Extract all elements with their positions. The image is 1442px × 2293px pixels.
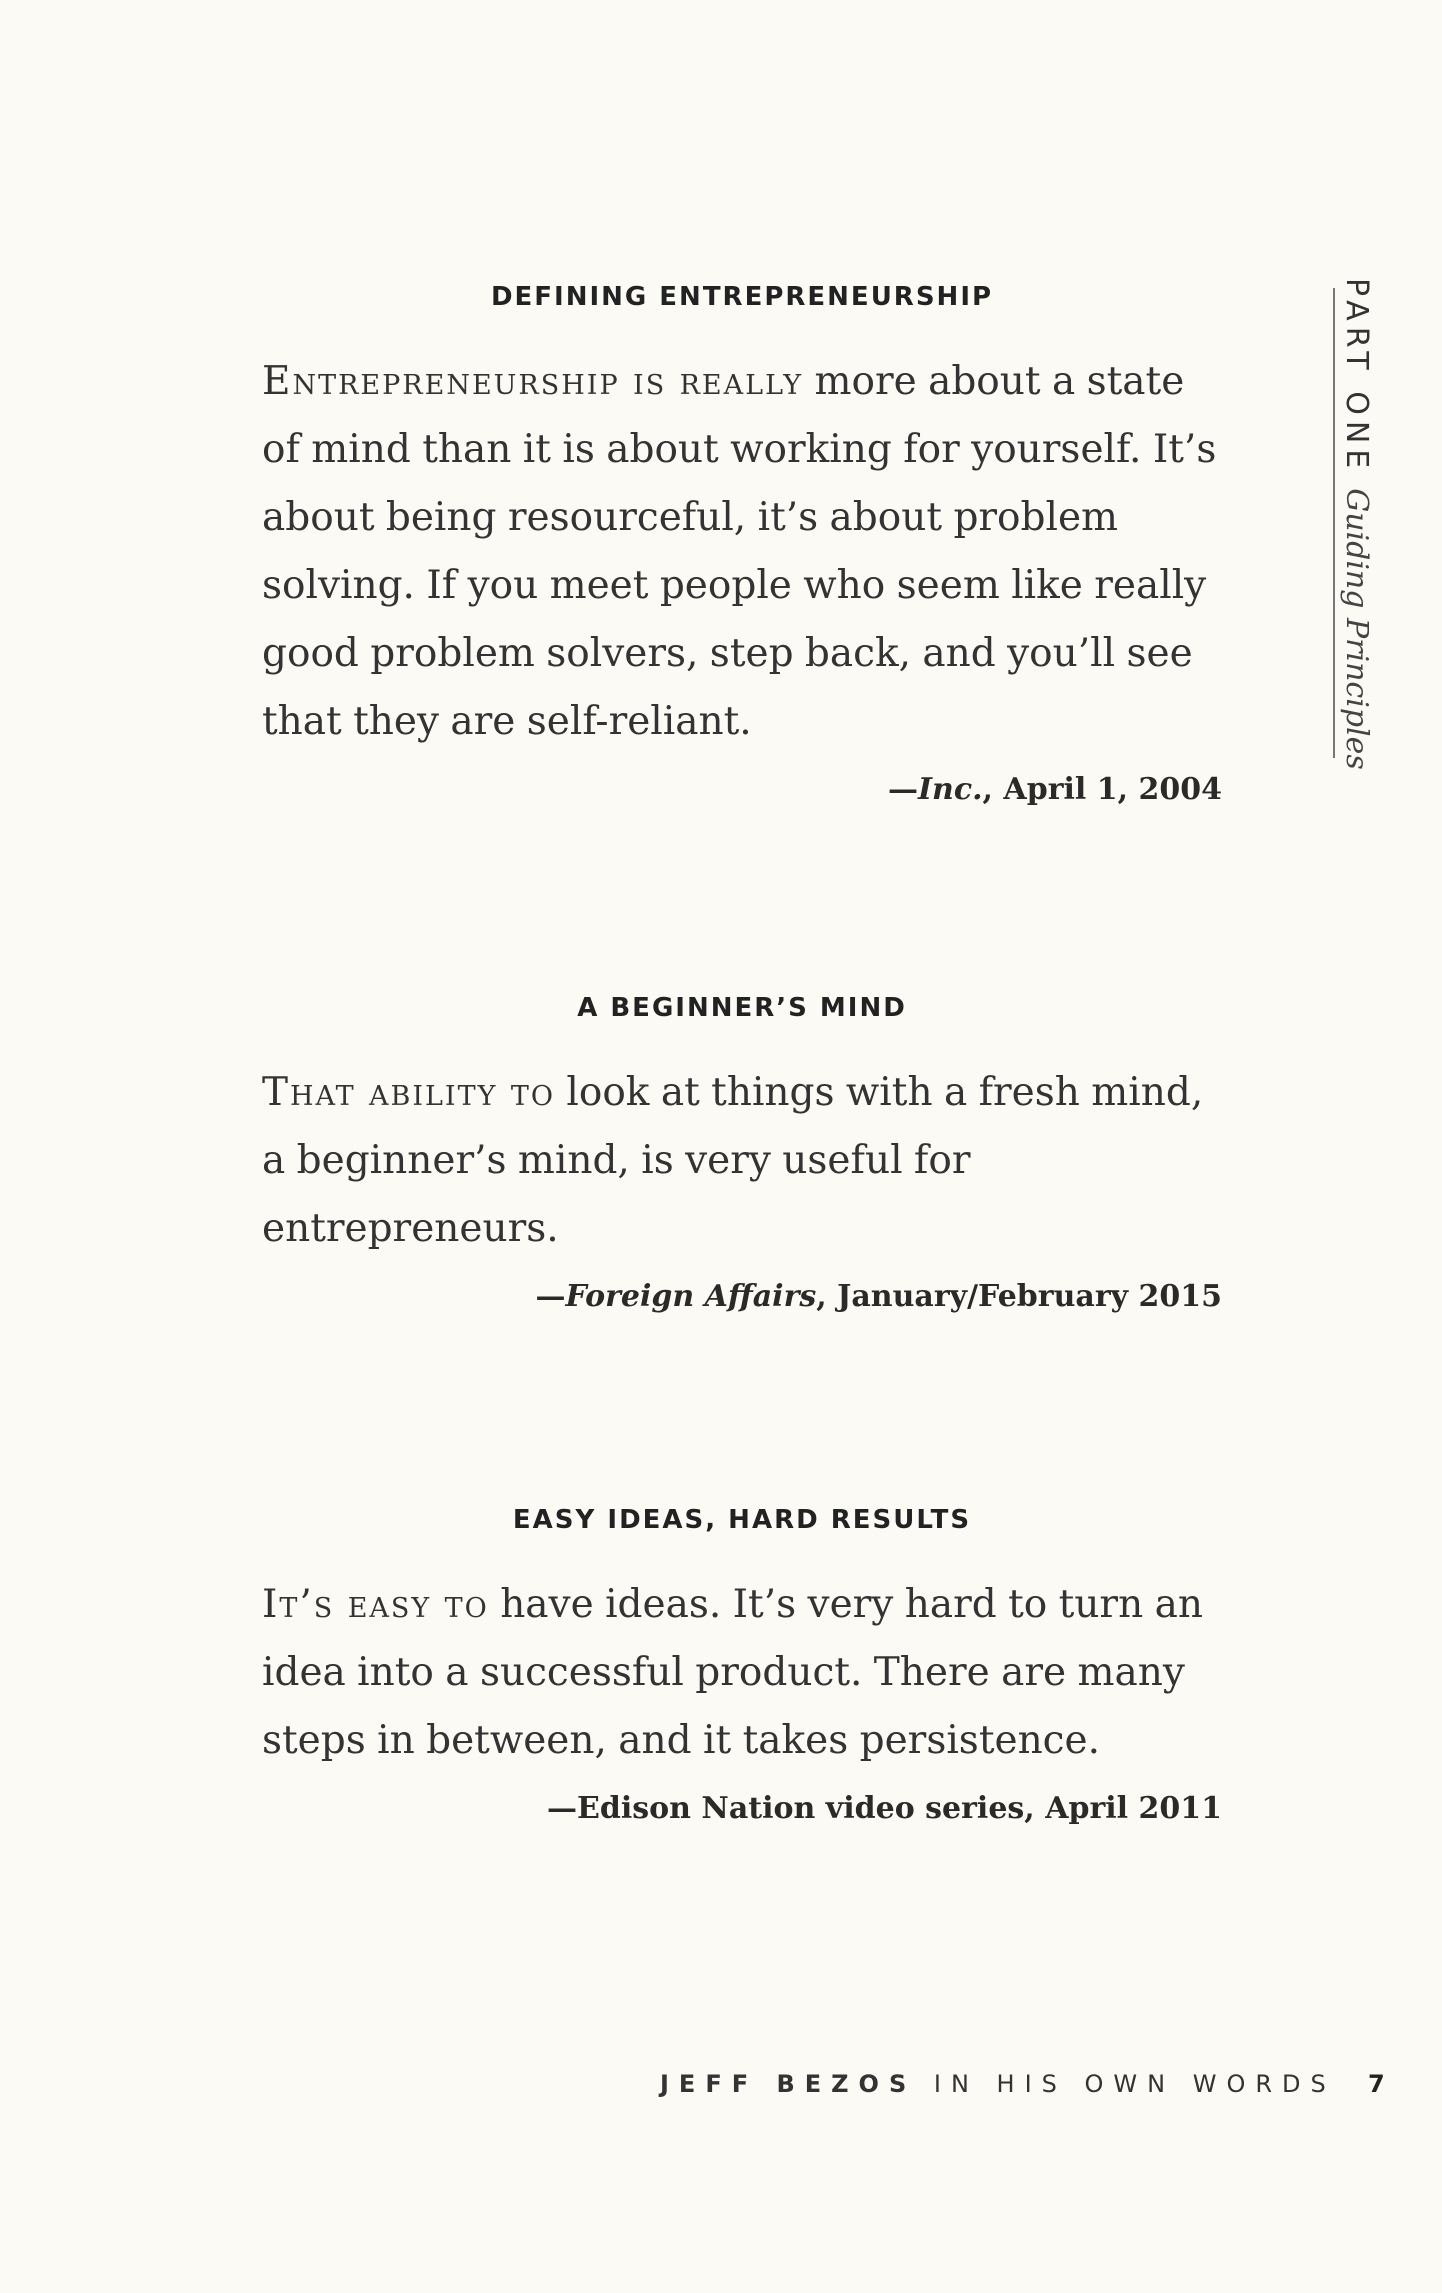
page-number: 7 <box>1368 2070 1385 2098</box>
source-dash: — <box>887 772 918 807</box>
source-publication: Foreign Affairs <box>565 1279 817 1314</box>
quote-text <box>262 1571 1222 1775</box>
section-defining-entrepreneurship <box>262 282 1222 807</box>
part-label <box>1328 278 1374 770</box>
footer-author: JEFF BEZOS <box>660 2070 917 2098</box>
section-heading: DEFINING ENTREPRENEURSHIP <box>490 282 994 312</box>
section-heading: A BEGINNER’S MIND <box>577 993 907 1023</box>
section-easy-ideas <box>262 1505 1222 1826</box>
part-subtitle: Guiding Principles <box>1339 488 1374 770</box>
quote-lead: That ability to <box>262 1070 555 1115</box>
quote-text <box>262 348 1222 756</box>
quote-text <box>262 1059 1222 1263</box>
part-title: PART ONE <box>1339 278 1374 475</box>
source-dash: —Edison Nation video series, April 2011 <box>547 1791 1222 1826</box>
source-date: , April 1, 2004 <box>982 772 1222 807</box>
quote-body: have ideas. It’s very hard to turn an idea into a successful product. There are many steps in between, and it takes persistence. <box>262 1582 1203 1763</box>
quote-source <box>262 1279 1222 1314</box>
source-dash: — <box>535 1279 566 1314</box>
quote-body: more about a state of mind than it is about working for yourself. It’s about being resourceful, it’s about problem solving. If you meet people who seem like really good problem solvers, step back, and you’ll see that they are self-reliant. <box>262 359 1217 744</box>
section-heading: EASY IDEAS, HARD RESULTS <box>512 1505 972 1535</box>
quote-lead: Entrepreneurship is really <box>262 359 804 404</box>
quote-source <box>262 1791 1222 1826</box>
quote-lead: It’s easy to <box>262 1582 489 1627</box>
footer-title: IN HIS OWN WORDS <box>933 2070 1336 2098</box>
quote-body: look at things with a fresh mind, a beginner’s mind, is very useful for entrepreneurs. <box>262 1070 1204 1251</box>
running-footer <box>660 2070 1380 2098</box>
source-publication: Inc. <box>917 772 983 807</box>
section-beginners-mind <box>262 993 1222 1314</box>
quote-source <box>262 772 1222 807</box>
source-date: , January/February 2015 <box>816 1279 1222 1314</box>
